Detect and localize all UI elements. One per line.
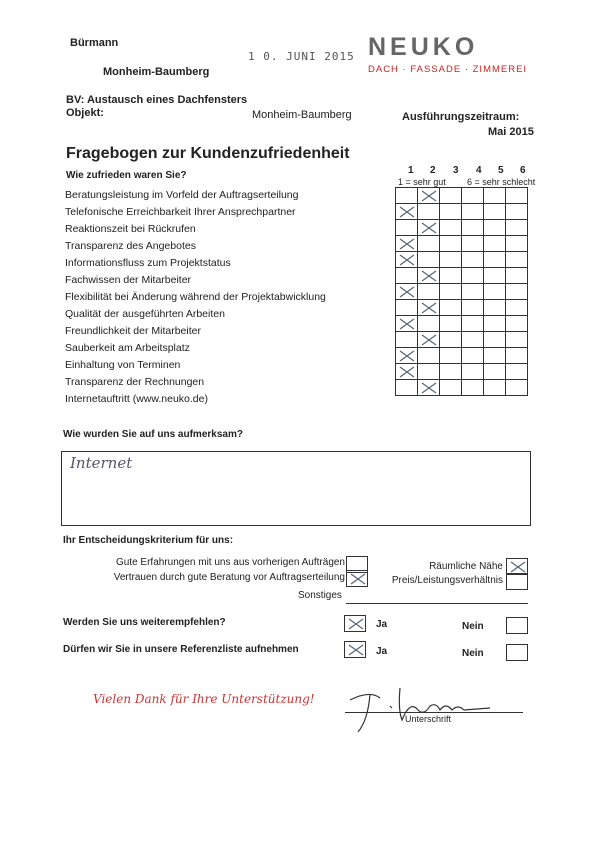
- scale-number: 1: [408, 165, 414, 176]
- reference-no-checkbox[interactable]: [506, 644, 528, 661]
- check-cross-icon: [510, 560, 526, 574]
- rating-grid: [395, 187, 528, 396]
- rating-cell[interactable]: [440, 380, 462, 396]
- rating-cell[interactable]: [462, 380, 484, 396]
- rating-cell[interactable]: [418, 380, 440, 396]
- question-label: Freundlichkeit der Mitarbeiter: [65, 325, 201, 337]
- rating-cell[interactable]: [462, 204, 484, 220]
- rating-cell[interactable]: [396, 380, 418, 396]
- rating-cell[interactable]: [484, 364, 506, 380]
- rating-row: [396, 332, 528, 348]
- rating-cell[interactable]: [418, 332, 440, 348]
- rating-cell[interactable]: [484, 284, 506, 300]
- rating-cell[interactable]: [484, 300, 506, 316]
- rating-cell[interactable]: [462, 348, 484, 364]
- scale-number: 3: [453, 165, 459, 176]
- check-cross-icon: [350, 572, 366, 586]
- rating-cell[interactable]: [418, 364, 440, 380]
- rating-row: [396, 316, 528, 332]
- question-label: Telefonische Erreichbarkeit Ihrer Ansprechpartner: [65, 206, 296, 218]
- rating-cell[interactable]: [396, 284, 418, 300]
- construction-project: BV: Austausch eines Dachfensters: [66, 94, 248, 106]
- rating-cell[interactable]: [506, 236, 528, 252]
- scale-number: 2: [430, 165, 436, 176]
- handwritten-signature: [340, 680, 500, 740]
- rating-cell[interactable]: [440, 348, 462, 364]
- criterion-price-checkbox[interactable]: [506, 573, 528, 590]
- company-logo: [368, 33, 543, 75]
- rating-cell[interactable]: [506, 220, 528, 236]
- rating-cell[interactable]: [484, 380, 506, 396]
- source-answer: Internet: [70, 454, 133, 472]
- rating-cell[interactable]: [418, 284, 440, 300]
- reference-yes-label: Ja: [376, 646, 388, 657]
- rating-cell[interactable]: [440, 268, 462, 284]
- rating-cell[interactable]: [462, 364, 484, 380]
- rating-cell[interactable]: [440, 332, 462, 348]
- rating-cell[interactable]: [506, 204, 528, 220]
- rating-cell[interactable]: [440, 188, 462, 204]
- rating-cell[interactable]: [484, 236, 506, 252]
- rating-cell[interactable]: [440, 204, 462, 220]
- rating-cell[interactable]: [396, 204, 418, 220]
- check-cross-icon: [421, 301, 437, 315]
- rating-row: [396, 348, 528, 364]
- rating-cell[interactable]: [440, 236, 462, 252]
- question-label: Internetauftritt (www.neuko.de): [65, 393, 208, 405]
- rating-cell[interactable]: [484, 188, 506, 204]
- signature-label: Unterschrift: [405, 714, 452, 724]
- question-label: Flexibilität bei Änderung während der Projektabwicklung: [65, 291, 326, 303]
- check-cross-icon: [421, 381, 437, 395]
- rating-cell[interactable]: [418, 236, 440, 252]
- check-cross-icon: [399, 253, 415, 267]
- thank-you-note: Vielen Dank für Ihre Unterstützung!: [93, 692, 315, 706]
- object-value: Monheim-Baumberg: [252, 109, 352, 121]
- reference-question: Dürfen wir Sie in unsere Referenzliste aufnehmen: [63, 644, 299, 655]
- check-cross-icon: [421, 189, 437, 203]
- rating-cell[interactable]: [506, 284, 528, 300]
- reference-no-label: Nein: [462, 648, 484, 659]
- rating-row: [396, 220, 528, 236]
- source-question: Wie wurden Sie auf uns aufmerksam?: [63, 429, 243, 440]
- rating-cell[interactable]: [484, 204, 506, 220]
- rating-cell[interactable]: [418, 220, 440, 236]
- criterion-proximity-label: Räumliche Nähe: [429, 561, 503, 572]
- rating-cell[interactable]: [506, 268, 528, 284]
- rating-cell[interactable]: [396, 220, 418, 236]
- source-answer-box[interactable]: [61, 451, 531, 526]
- rating-cell[interactable]: [418, 300, 440, 316]
- rating-cell[interactable]: [506, 380, 528, 396]
- check-cross-icon: [421, 269, 437, 283]
- logo-tagline: DACH · FASSADE · ZIMMEREI: [368, 64, 528, 75]
- execution-period-value: Mai 2015: [488, 126, 534, 138]
- criterion-trust-label: Vertrauen durch gute Beratung vor Auftragserteilung: [113, 572, 345, 583]
- rating-cell[interactable]: [396, 188, 418, 204]
- rating-cell[interactable]: [440, 364, 462, 380]
- question-label: Qualität der ausgeführten Arbeiten: [65, 308, 225, 320]
- rating-cell[interactable]: [396, 348, 418, 364]
- rating-cell[interactable]: [506, 300, 528, 316]
- check-cross-icon: [399, 205, 415, 219]
- rating-cell[interactable]: [418, 252, 440, 268]
- rating-row: [396, 188, 528, 204]
- check-cross-icon: [399, 285, 415, 299]
- rating-row: [396, 236, 528, 252]
- rating-cell[interactable]: [462, 284, 484, 300]
- check-cross-icon: [399, 237, 415, 251]
- rating-cell[interactable]: [396, 332, 418, 348]
- rating-cell[interactable]: [440, 284, 462, 300]
- rating-cell[interactable]: [484, 332, 506, 348]
- execution-period-label: Ausführungszeitraum:: [402, 111, 520, 123]
- criterion-experience-label: Gute Erfahrungen mit uns aus vorherigen Aufträgen: [115, 557, 345, 568]
- rating-cell[interactable]: [396, 236, 418, 252]
- rating-cell[interactable]: [484, 348, 506, 364]
- logo-name: NEUKO: [368, 33, 479, 61]
- rating-row: [396, 284, 528, 300]
- scale-number: 5: [498, 165, 504, 176]
- check-cross-icon: [348, 617, 364, 631]
- rating-cell[interactable]: [462, 316, 484, 332]
- recommend-yes-checkbox[interactable]: [344, 615, 366, 632]
- rating-cell[interactable]: [484, 316, 506, 332]
- recommend-no-label: Nein: [462, 621, 484, 632]
- customer-city: Monheim-Baumberg: [103, 66, 210, 78]
- rating-row: [396, 268, 528, 284]
- question-label: Informationsfluss zum Projektstatus: [65, 257, 231, 269]
- rating-cell[interactable]: [418, 204, 440, 220]
- question-label: Transparenz der Rechnungen: [65, 376, 205, 388]
- rating-row: [396, 300, 528, 316]
- check-cross-icon: [399, 349, 415, 363]
- recommend-question: Werden Sie uns weiterempfehlen?: [63, 617, 226, 628]
- check-cross-icon: [348, 643, 364, 657]
- rating-cell[interactable]: [440, 220, 462, 236]
- rating-row: [396, 364, 528, 380]
- rating-cell[interactable]: [462, 332, 484, 348]
- criterion-other-line[interactable]: [346, 603, 528, 604]
- rating-cell[interactable]: [462, 252, 484, 268]
- rating-cell[interactable]: [396, 364, 418, 380]
- scale-good-label: 1 = sehr gut: [398, 177, 446, 187]
- rating-row: [396, 252, 528, 268]
- date-stamp: 1 0. JUNI 2015: [248, 50, 355, 63]
- question-label: Einhaltung von Terminen: [65, 359, 181, 371]
- rating-cell[interactable]: [506, 188, 528, 204]
- criterion-other-label: Sonstiges: [298, 590, 342, 601]
- check-cross-icon: [421, 221, 437, 235]
- criteria-title: Ihr Entscheidungskriterium für uns:: [63, 535, 234, 546]
- scale-number: 6: [520, 165, 526, 176]
- check-cross-icon: [399, 365, 415, 379]
- criterion-trust-checkbox[interactable]: [346, 570, 368, 587]
- check-cross-icon: [421, 333, 437, 347]
- rating-cell[interactable]: [396, 252, 418, 268]
- signature-line[interactable]: [345, 712, 523, 713]
- rating-cell[interactable]: [506, 332, 528, 348]
- rating-cell[interactable]: [418, 348, 440, 364]
- rating-row: [396, 204, 528, 220]
- rating-cell[interactable]: [462, 300, 484, 316]
- rating-cell[interactable]: [396, 300, 418, 316]
- rating-cell[interactable]: [484, 268, 506, 284]
- rating-cell[interactable]: [418, 188, 440, 204]
- question-label: Reaktionszeit bei Rückrufen: [65, 223, 196, 235]
- question-label: Transparenz des Angebotes: [65, 240, 196, 252]
- rating-cell[interactable]: [484, 220, 506, 236]
- rating-cell[interactable]: [462, 188, 484, 204]
- rating-cell[interactable]: [396, 268, 418, 284]
- rating-cell[interactable]: [484, 252, 506, 268]
- rating-cell[interactable]: [506, 364, 528, 380]
- rating-cell[interactable]: [506, 316, 528, 332]
- rating-cell[interactable]: [462, 236, 484, 252]
- rating-cell[interactable]: [418, 316, 440, 332]
- rating-cell[interactable]: [440, 300, 462, 316]
- customer-name: Bürmann: [70, 37, 119, 49]
- form-title: Fragebogen zur Kundenzufriedenheit: [66, 145, 350, 162]
- rating-cell[interactable]: [396, 316, 418, 332]
- scale-bad-label: 6 = sehr schlecht: [467, 177, 536, 187]
- rating-cell[interactable]: [418, 268, 440, 284]
- question-label: Beratungsleistung im Vorfeld der Auftragserteilung: [65, 189, 299, 201]
- reference-yes-checkbox[interactable]: [344, 641, 366, 658]
- question-label: Fachwissen der Mitarbeiter: [65, 274, 192, 286]
- rating-cell[interactable]: [462, 268, 484, 284]
- rating-row: [396, 380, 528, 396]
- rating-cell[interactable]: [462, 220, 484, 236]
- recommend-no-checkbox[interactable]: [506, 617, 528, 634]
- recommend-yes-label: Ja: [376, 619, 388, 630]
- rating-cell[interactable]: [440, 252, 462, 268]
- satisfaction-question: Wie zufrieden waren Sie?: [66, 170, 187, 181]
- scale-number: 4: [476, 165, 482, 176]
- rating-cell[interactable]: [506, 348, 528, 364]
- question-label: Sauberkeit am Arbeitsplatz: [65, 342, 190, 354]
- rating-cell[interactable]: [440, 316, 462, 332]
- check-cross-icon: [399, 317, 415, 331]
- criterion-price-label: Preis/Leistungsverhältnis: [391, 575, 503, 586]
- object-label: Objekt:: [66, 107, 104, 119]
- rating-cell[interactable]: [506, 252, 528, 268]
